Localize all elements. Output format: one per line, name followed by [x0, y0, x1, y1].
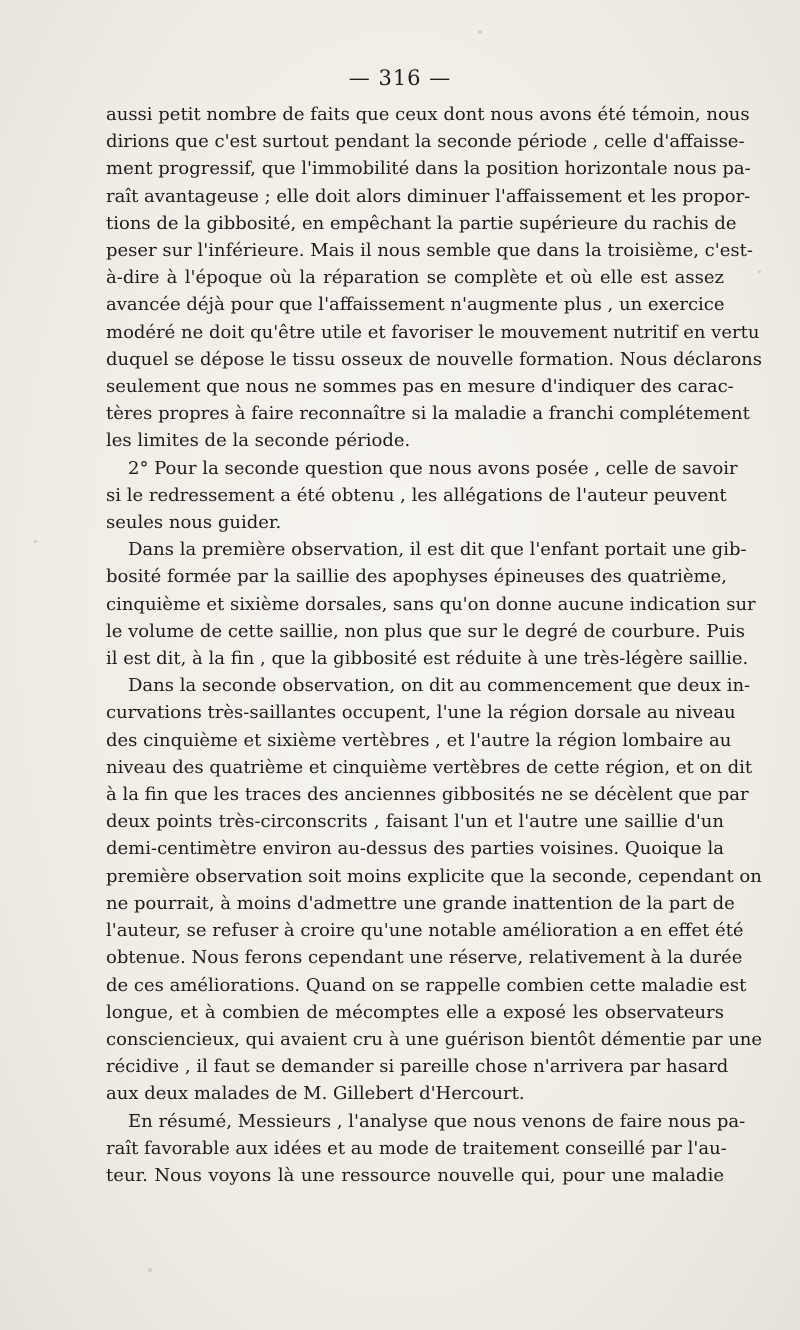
text-line: Dans la seconde observation, on dit au commencement que deux in-: [128, 675, 751, 697]
paper-speck: [34, 540, 37, 543]
text-line: consciencieux, qui avaient cru à une guérison bientôt démentie par une: [106, 1028, 763, 1050]
text-line: avancée déjà pour que l'affaissement n'augmente plus , un exercice: [106, 294, 725, 316]
text-line: Dans la première observation, il est dit que l'enfant portait une gib-: [128, 539, 747, 561]
paper-speck: [148, 1268, 152, 1272]
text-line: tères propres à faire reconnaître si la maladie a franchi complétement: [106, 403, 750, 425]
paper-speck: [478, 30, 482, 34]
text-line: première observation soit moins explicite que la seconde, cependant on: [106, 865, 762, 887]
paper-speck: [758, 270, 761, 273]
text-line: il est dit, à la fin , que la gibbosité est réduite à une très-légère saillie.: [106, 648, 749, 670]
text-line: deux points très-circonscrits , faisant l'un et l'autre une saillie d'un: [106, 811, 724, 833]
text-line: des cinquième et sixième vertèbres , et l'autre la région lombaire au: [106, 729, 732, 751]
text-line: En résumé, Messieurs , l'analyse que nous venons de faire nous pa-: [128, 1110, 746, 1132]
text-line: modéré ne doit qu'être utile et favoriser le mouvement nutritif en vertu: [106, 321, 760, 343]
text-line: raît avantageuse ; elle doit alors diminuer l'affaissement et les propor-: [106, 185, 751, 207]
text-line: le volume de cette saillie, non plus que sur le degré de courbure. Puis: [106, 620, 746, 642]
text-line: aussi petit nombre de faits que ceux dont nous avons été témoin, nous: [106, 104, 750, 125]
text-line: raît favorable aux idées et au mode de traitement conseillé par l'au-: [106, 1137, 727, 1159]
text-line: dirions que c'est surtout pendant la seconde période , celle d'affaisse-: [106, 131, 745, 153]
text-line: si le redressement a été obtenu , les allégations de l'auteur peuvent: [106, 484, 727, 506]
text-line: aux deux malades de M. Gillebert d'Hercourt.: [106, 1083, 525, 1105]
text-line: seules nous guider.: [106, 512, 282, 534]
text-line: teur. Nous voyons là une ressource nouvelle qui, pour une maladie: [106, 1164, 724, 1186]
paragraph: [106, 672, 763, 1107]
text-line: récidive , il faut se demander si pareille chose n'arrivera par hasard: [106, 1056, 729, 1078]
text-line: les limites de la seconde période.: [106, 430, 411, 452]
text-line: ne pourrait, à moins d'admettre une grande inattention de la part de: [106, 892, 735, 914]
text-line: 2° Pour la seconde question que nous avons posée , celle de savoir: [128, 457, 738, 479]
text-line: l'auteur, se refuser à croire qu'une notable amélioration a en effet été: [106, 920, 744, 942]
text-line: curvations très-saillantes occupent, l'une la région dorsale au niveau: [106, 702, 736, 724]
text-line: à la fin que les traces des anciennes gibbosités ne se décèlent que par: [106, 784, 749, 806]
paragraph: [106, 455, 738, 537]
text-line: peser sur l'inférieure. Mais il nous semble que dans la troisième, c'est-: [106, 240, 753, 262]
text-line: duquel se dépose le tissu osseux de nouvelle formation. Nous déclarons: [106, 348, 763, 370]
text-line: tions de la gibbosité, en empêchant la partie supérieure du rachis de: [106, 212, 737, 234]
text-line: seulement que nous ne sommes pas en mesure d'indiquer des carac-: [106, 376, 734, 398]
text-line: obtenue. Nous ferons cependant une réserve, relativement à la durée: [106, 947, 743, 969]
text-line: longue, et à combien de mécomptes elle a exposé les observateurs: [106, 1001, 724, 1023]
page-number: — 316 —: [348, 66, 452, 90]
paragraph: [106, 536, 756, 672]
text-line: cinquième et sixième dorsales, sans qu'on donne aucune indication sur: [106, 593, 756, 615]
text-line: bosité formée par la saillie des apophyses épineuses des quatrième,: [106, 566, 727, 588]
body-text: [106, 101, 763, 1189]
text-line: niveau des quatrième et cinquième vertèbres de cette région, et on dit: [106, 756, 753, 778]
text-line: de ces améliorations. Quand on se rappelle combien cette maladie est: [106, 974, 747, 996]
text-line: ment progressif, que l'immobilité dans la position horizontale nous pa-: [106, 158, 751, 180]
paragraph: [106, 101, 763, 455]
text-line: demi-centimètre environ au-dessus des parties voisines. Quoique la: [106, 838, 724, 860]
text-line: à-dire à l'époque où la réparation se complète et où elle est assez: [106, 267, 724, 289]
paragraph: [106, 1108, 746, 1190]
